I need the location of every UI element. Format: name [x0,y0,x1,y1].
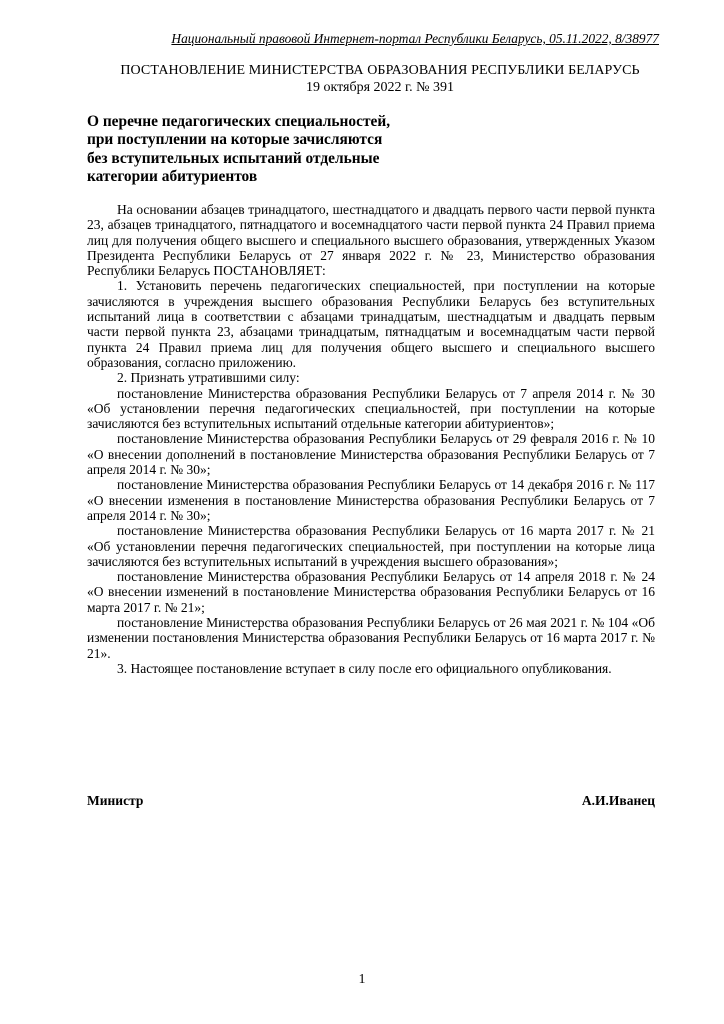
item-1-paragraph: 1. Установить перечень педагогических специальностей, при поступлении на которые зачисляются в учреждения высшего образования Республики Беларусь без вступительных испытаний лица в соответствии с абзацами тринадцатым, шестнадцатым и двадцать первым части первой пункта 23, абзацами тринадцатым, пятнадцатым и восемнадцатым части первой пункта 24 Правил приема лиц для получения общего высшего и специального высшего образования, согласно приложению. [87,278,655,370]
repealed-act-paragraph: постановление Министерства образования Республики Беларусь от 14 апреля 2018 г. № 24 «О внесении изменений в постановление Министерства образования Республики Беларусь от 16 марта 2017 г. № 21»; [87,569,655,615]
item-3-paragraph: 3. Настоящее постановление вступает в силу после его официального опубликования. [117,660,612,676]
repealed-act-paragraph: постановление Министерства образования Республики Беларусь от 16 марта 2017 г. № 21 «Об установлении перечня педагогических специальностей, при поступлении на которые лица зачисляются без вступительных испытаний в учреждения высшего образования»; [87,523,655,569]
repealed-act-paragraph: постановление Министерства образования Республики Беларусь от 7 апреля 2014 г. № 30 «Об установлении перечня педагогических специальностей, при поступлении на которые зачисляются без вступительных испытаний отдельные категории абитуриентов»; [87,385,655,432]
signatory-position: Министр [87,793,144,808]
document-title [87,113,467,187]
item-2-paragraph: 2. Признать утратившими силу: [117,370,300,386]
title-line: О перечне педагогических специальностей, [87,113,391,130]
repealed-act-paragraph: постановление Министерства образования Республики Беларусь от 14 декабря 2016 г. № 117 «О внесении изменения в постановление Министерства образования Республики Беларусь от 7 апреля 2014 г. № 30»; [87,477,655,523]
document-date-number: 19 октября 2022 г. № 391 [305,80,455,95]
portal-header: Национальный правовой Интернет-портал Республики Беларусь, 05.11.2022, 8/38977 [171,31,659,46]
preamble-paragraph: На основании абзацев тринадцатого, шестнадцатого и двадцать первого части первой пункта 23, абзацев тринадцатого, пятнадцатого и восемнадцатого части первой пункта 24 Правил приема лиц для получения общего высшего и специального высшего образования, утвержденных Указом Президента Республики Беларусь от 27 января 2022 г. № 23, Министерство образования Республики Беларусь ПОСТАНОВЛЯЕТ: [87,202,655,279]
page-number: 1 [358,972,366,987]
repealed-act-paragraph: постановление Министерства образования Республики Беларусь от 26 мая 2021 г. № 104 «Об изменении постановления Министерства образования Республики Беларусь от 16 марта 2017 г. № 21». [87,615,655,661]
title-line: при поступлении на которые зачисляются [87,131,383,149]
title-line: категории абитуриентов [87,168,258,186]
signatory-name: А.И.Иванец [581,793,655,808]
signature-block [87,793,655,811]
repealed-act-paragraph: постановление Министерства образования Республики Беларусь от 29 февраля 2016 г. № 10 «О внесении дополнений в постановление Министерства образования Республики Беларусь от 7 апреля 2014 г. № 30»; [87,431,655,478]
document-body [87,202,655,676]
document-type: ПОСТАНОВЛЕНИЕ МИНИСТЕРСТВА ОБРАЗОВАНИЯ РЕСПУБЛИКИ БЕЛАРУСЬ [120,63,640,78]
title-line: без вступительных испытаний отдельные [87,149,380,167]
